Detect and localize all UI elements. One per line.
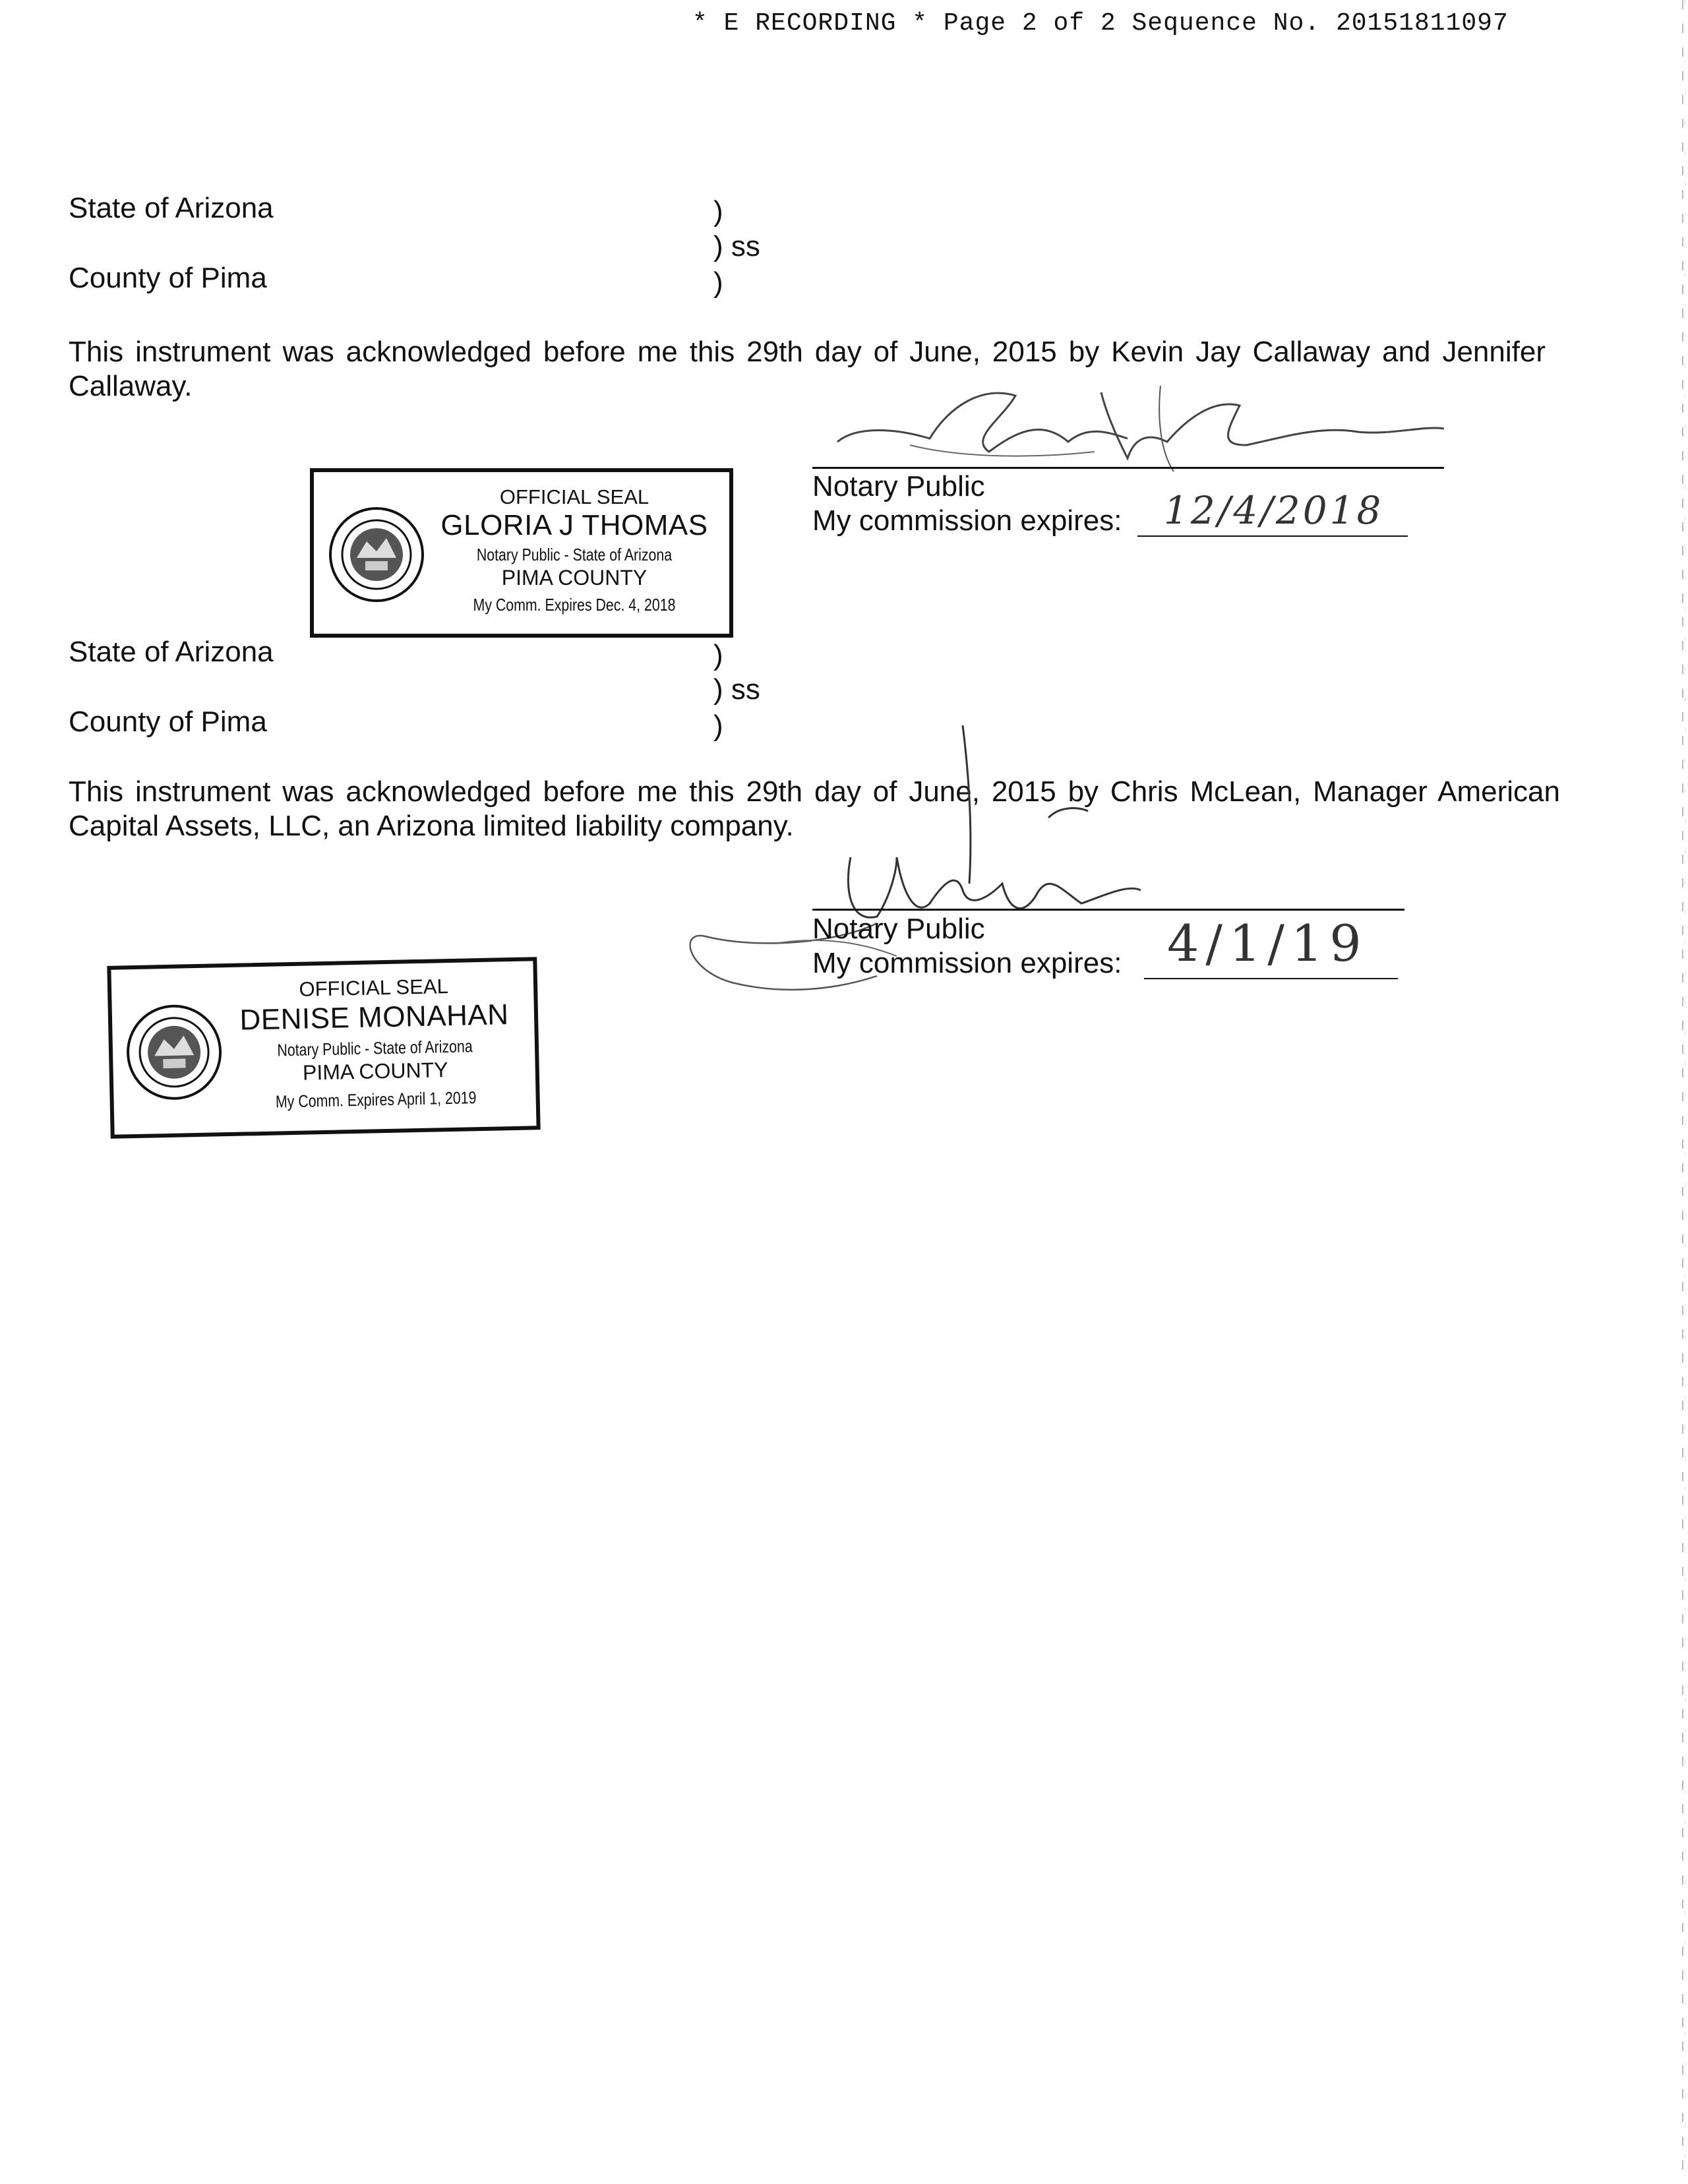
notary-seal-denise-monahan: [107, 957, 540, 1139]
acknowledgment-statement: This instrument was acknowledged before me this 29th day of June, 2015 by Kevin Jay Callaway and Jennifer Callaway.: [69, 336, 1546, 402]
seal-office: Notary Public - State of Arizona: [277, 1036, 473, 1060]
venue-paren: ): [713, 639, 723, 671]
seal-title: OFFICIAL SEAL: [299, 975, 449, 1001]
venue-ss: ) ss: [713, 230, 760, 262]
seal-county: PIMA COUNTY: [302, 1058, 448, 1085]
seal-expiry: My Comm. Expires Dec. 4, 2018: [473, 595, 676, 615]
seal-office: Notary Public - State of Arizona: [476, 545, 673, 564]
commission-date-line: [1137, 535, 1408, 537]
signature-line: [812, 467, 1444, 469]
seal-county: PIMA COUNTY: [501, 566, 648, 590]
commission-date-line: [1144, 978, 1398, 979]
venue-paren: ): [713, 195, 723, 228]
seal-expiry: My Comm. Expires April 1, 2019: [275, 1087, 477, 1112]
state-label: State of Arizona: [69, 192, 274, 224]
notary-signature: [818, 379, 1464, 478]
seal-notary-name: DENISE MONAHAN: [239, 998, 509, 1037]
notary-seal-gloria-thomas: [310, 468, 733, 638]
notary-public-label: Notary Public: [812, 470, 985, 502]
signature-line: [812, 909, 1404, 911]
commission-expires-label: My commission expires:: [812, 504, 1122, 537]
venue-ss: ) ss: [713, 673, 760, 706]
venue-paren: ): [713, 710, 723, 742]
arizona-state-seal-icon: [327, 505, 426, 604]
seal-title: OFFICIAL SEAL: [499, 485, 649, 508]
venue-paren: ): [713, 266, 723, 299]
commission-date-handwritten: 4/1/19: [1167, 914, 1368, 973]
state-label: State of Arizona: [69, 636, 274, 668]
acknowledgment-statement: This instrument was acknowledged before me this 29th day of June, 2015 by Chris McLean, Manager American Capital Assets, LLC, an Arizona limited liability company.: [69, 775, 1560, 842]
county-label: County of Pima: [69, 706, 267, 738]
scan-edge-artifact: [1668, 0, 1688, 2184]
notary-public-label: Notary Public: [812, 913, 985, 945]
commission-date-handwritten: 12/4/2018: [1164, 488, 1384, 533]
county-label: County of Pima: [69, 262, 267, 294]
commission-expires-label: My commission expires:: [812, 947, 1122, 979]
arizona-state-seal-icon: [124, 1002, 225, 1103]
seal-notary-name: GLORIA J THOMAS: [440, 509, 708, 541]
recording-header: * E RECORDING * Page 2 of 2 Sequence No. 20151811097: [692, 9, 1509, 38]
